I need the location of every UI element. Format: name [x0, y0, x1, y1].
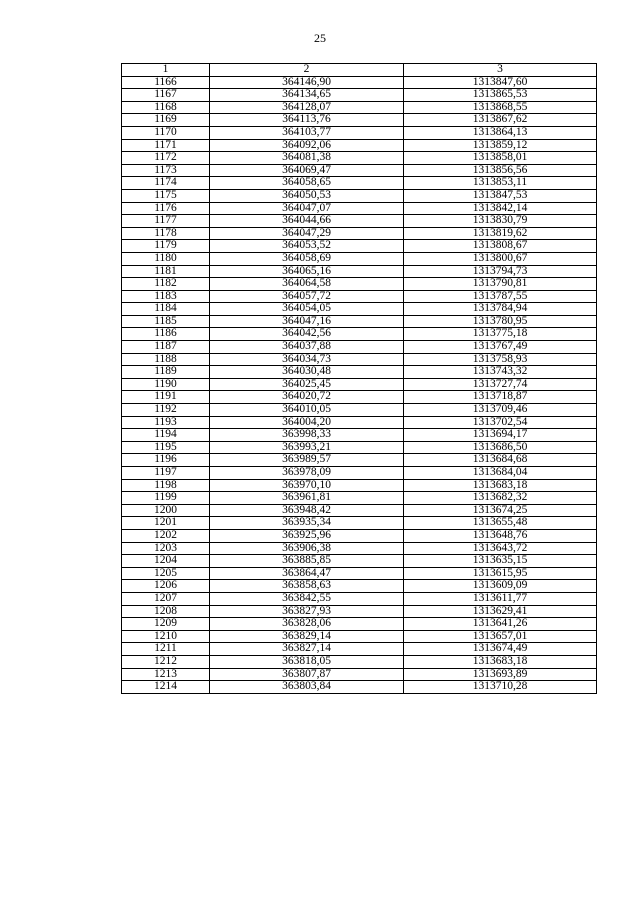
y-coordinate-cell: 1313710,28 — [404, 681, 597, 694]
table-row — [122, 655, 597, 668]
y-coordinate-cell: 1313743,32 — [404, 366, 597, 379]
y-coordinate-cell: 1313790,81 — [404, 278, 597, 291]
coordinates-table — [121, 63, 597, 694]
point-number-cell: 1179 — [122, 240, 210, 253]
y-coordinate-cell: 1313758,93 — [404, 353, 597, 366]
point-number-cell: 1195 — [122, 441, 210, 454]
point-number-cell: 1192 — [122, 404, 210, 417]
table-body — [122, 76, 597, 693]
y-coordinate-cell: 1313853,11 — [404, 177, 597, 190]
table-header — [122, 64, 597, 77]
x-coordinate-cell: 364058,65 — [210, 177, 404, 190]
y-coordinate-cell: 1313609,09 — [404, 580, 597, 593]
x-coordinate-cell: 364030,48 — [210, 366, 404, 379]
table-row — [122, 164, 597, 177]
x-coordinate-cell: 364020,72 — [210, 391, 404, 404]
table-row — [122, 177, 597, 190]
x-coordinate-cell: 363864,47 — [210, 567, 404, 580]
y-coordinate-cell: 1313694,17 — [404, 429, 597, 442]
point-number-cell: 1187 — [122, 341, 210, 354]
table-row — [122, 555, 597, 568]
x-coordinate-cell: 364064,58 — [210, 278, 404, 291]
table-row — [122, 353, 597, 366]
x-coordinate-cell: 363906,38 — [210, 542, 404, 555]
table-row — [122, 504, 597, 517]
x-coordinate-cell: 363827,14 — [210, 643, 404, 656]
point-number-cell: 1170 — [122, 126, 210, 139]
x-coordinate-cell: 363935,34 — [210, 517, 404, 530]
y-coordinate-cell: 1313718,87 — [404, 391, 597, 404]
point-number-cell: 1176 — [122, 202, 210, 215]
point-number-cell: 1178 — [122, 227, 210, 240]
point-number-cell: 1167 — [122, 89, 210, 102]
point-number-cell: 1174 — [122, 177, 210, 190]
y-coordinate-cell: 1313643,72 — [404, 542, 597, 555]
x-coordinate-cell: 364054,05 — [210, 303, 404, 316]
table-row — [122, 240, 597, 253]
table-row — [122, 391, 597, 404]
x-coordinate-cell: 363993,21 — [210, 441, 404, 454]
point-number-cell: 1190 — [122, 378, 210, 391]
table-row — [122, 303, 597, 316]
x-coordinate-cell: 364044,66 — [210, 215, 404, 228]
y-coordinate-cell: 1313842,14 — [404, 202, 597, 215]
column-header-1: 1 — [122, 64, 210, 77]
table-row — [122, 278, 597, 291]
point-number-cell: 1173 — [122, 164, 210, 177]
table-row — [122, 479, 597, 492]
point-number-cell: 1202 — [122, 529, 210, 542]
x-coordinate-cell: 364034,73 — [210, 353, 404, 366]
y-coordinate-cell: 1313856,56 — [404, 164, 597, 177]
table-row — [122, 202, 597, 215]
point-number-cell: 1183 — [122, 290, 210, 303]
y-coordinate-cell: 1313674,49 — [404, 643, 597, 656]
y-coordinate-cell: 1313674,25 — [404, 504, 597, 517]
x-coordinate-cell: 364047,16 — [210, 315, 404, 328]
point-number-cell: 1180 — [122, 252, 210, 265]
y-coordinate-cell: 1313800,67 — [404, 252, 597, 265]
y-coordinate-cell: 1313615,95 — [404, 567, 597, 580]
y-coordinate-cell: 1313794,73 — [404, 265, 597, 278]
table-row — [122, 492, 597, 505]
table-row — [122, 215, 597, 228]
table-row — [122, 580, 597, 593]
y-coordinate-cell: 1313864,13 — [404, 126, 597, 139]
y-coordinate-cell: 1313684,68 — [404, 454, 597, 467]
point-number-cell: 1198 — [122, 479, 210, 492]
y-coordinate-cell: 1313693,89 — [404, 668, 597, 681]
point-number-cell: 1211 — [122, 643, 210, 656]
point-number-cell: 1208 — [122, 605, 210, 618]
x-coordinate-cell: 364047,07 — [210, 202, 404, 215]
y-coordinate-cell: 1313830,79 — [404, 215, 597, 228]
table-row — [122, 76, 597, 89]
point-number-cell: 1189 — [122, 366, 210, 379]
y-coordinate-cell: 1313819,62 — [404, 227, 597, 240]
point-number-cell: 1177 — [122, 215, 210, 228]
point-number-cell: 1168 — [122, 101, 210, 114]
y-coordinate-cell: 1313683,18 — [404, 479, 597, 492]
y-coordinate-cell: 1313641,26 — [404, 618, 597, 631]
y-coordinate-cell: 1313859,12 — [404, 139, 597, 152]
x-coordinate-cell: 363948,42 — [210, 504, 404, 517]
table-row — [122, 89, 597, 102]
y-coordinate-cell: 1313847,60 — [404, 76, 597, 89]
table-row — [122, 618, 597, 631]
table-row — [122, 467, 597, 480]
x-coordinate-cell: 364092,06 — [210, 139, 404, 152]
point-number-cell: 1182 — [122, 278, 210, 291]
y-coordinate-cell: 1313648,76 — [404, 529, 597, 542]
table-row — [122, 567, 597, 580]
x-coordinate-cell: 363989,57 — [210, 454, 404, 467]
point-number-cell: 1214 — [122, 681, 210, 694]
table-row — [122, 681, 597, 694]
x-coordinate-cell: 364134,65 — [210, 89, 404, 102]
y-coordinate-cell: 1313847,53 — [404, 189, 597, 202]
point-number-cell: 1172 — [122, 152, 210, 165]
table-row — [122, 227, 597, 240]
table-row — [122, 126, 597, 139]
y-coordinate-cell: 1313767,49 — [404, 341, 597, 354]
table-row — [122, 454, 597, 467]
x-coordinate-cell: 363858,63 — [210, 580, 404, 593]
table-row — [122, 366, 597, 379]
table-row — [122, 441, 597, 454]
x-coordinate-cell: 364047,29 — [210, 227, 404, 240]
x-coordinate-cell: 364042,56 — [210, 328, 404, 341]
x-coordinate-cell: 363925,96 — [210, 529, 404, 542]
point-number-cell: 1188 — [122, 353, 210, 366]
y-coordinate-cell: 1313686,50 — [404, 441, 597, 454]
table-row — [122, 592, 597, 605]
column-header-3: 3 — [404, 64, 597, 77]
y-coordinate-cell: 1313683,18 — [404, 655, 597, 668]
y-coordinate-cell: 1313635,15 — [404, 555, 597, 568]
x-coordinate-cell: 364128,07 — [210, 101, 404, 114]
x-coordinate-cell: 363978,09 — [210, 467, 404, 480]
x-coordinate-cell: 364010,05 — [210, 404, 404, 417]
y-coordinate-cell: 1313682,32 — [404, 492, 597, 505]
x-coordinate-cell: 364146,90 — [210, 76, 404, 89]
x-coordinate-cell: 364004,20 — [210, 416, 404, 429]
y-coordinate-cell: 1313808,67 — [404, 240, 597, 253]
y-coordinate-cell: 1313727,74 — [404, 378, 597, 391]
y-coordinate-cell: 1313709,46 — [404, 404, 597, 417]
table-row — [122, 429, 597, 442]
y-coordinate-cell: 1313702,54 — [404, 416, 597, 429]
x-coordinate-cell: 364069,47 — [210, 164, 404, 177]
y-coordinate-cell: 1313611,77 — [404, 592, 597, 605]
x-coordinate-cell: 364057,72 — [210, 290, 404, 303]
table-row — [122, 139, 597, 152]
point-number-cell: 1205 — [122, 567, 210, 580]
y-coordinate-cell: 1313784,94 — [404, 303, 597, 316]
x-coordinate-cell: 364065,16 — [210, 265, 404, 278]
point-number-cell: 1210 — [122, 630, 210, 643]
x-coordinate-cell: 364058,69 — [210, 252, 404, 265]
table-row — [122, 265, 597, 278]
x-coordinate-cell: 363885,85 — [210, 555, 404, 568]
point-number-cell: 1169 — [122, 114, 210, 127]
x-coordinate-cell: 363829,14 — [210, 630, 404, 643]
x-coordinate-cell: 363818,05 — [210, 655, 404, 668]
table-row — [122, 101, 597, 114]
x-coordinate-cell: 363842,55 — [210, 592, 404, 605]
point-number-cell: 1197 — [122, 467, 210, 480]
table-row — [122, 341, 597, 354]
x-coordinate-cell: 364081,38 — [210, 152, 404, 165]
point-number-cell: 1166 — [122, 76, 210, 89]
y-coordinate-cell: 1313858,01 — [404, 152, 597, 165]
y-coordinate-cell: 1313868,55 — [404, 101, 597, 114]
x-coordinate-cell: 364037,88 — [210, 341, 404, 354]
point-number-cell: 1203 — [122, 542, 210, 555]
x-coordinate-cell: 364053,52 — [210, 240, 404, 253]
table-row — [122, 529, 597, 542]
point-number-cell: 1184 — [122, 303, 210, 316]
y-coordinate-cell: 1313657,01 — [404, 630, 597, 643]
table-row — [122, 668, 597, 681]
table-row — [122, 542, 597, 555]
table-row — [122, 290, 597, 303]
table-row — [122, 114, 597, 127]
x-coordinate-cell: 363803,84 — [210, 681, 404, 694]
table-row — [122, 152, 597, 165]
y-coordinate-cell: 1313780,95 — [404, 315, 597, 328]
point-number-cell: 1194 — [122, 429, 210, 442]
point-number-cell: 1201 — [122, 517, 210, 530]
y-coordinate-cell: 1313629,41 — [404, 605, 597, 618]
point-number-cell: 1191 — [122, 391, 210, 404]
header-row — [122, 64, 597, 77]
point-number-cell: 1213 — [122, 668, 210, 681]
point-number-cell: 1200 — [122, 504, 210, 517]
y-coordinate-cell: 1313655,48 — [404, 517, 597, 530]
table-row — [122, 630, 597, 643]
table-row — [122, 517, 597, 530]
table-row — [122, 404, 597, 417]
point-number-cell: 1181 — [122, 265, 210, 278]
point-number-cell: 1185 — [122, 315, 210, 328]
table-row — [122, 643, 597, 656]
x-coordinate-cell: 363970,10 — [210, 479, 404, 492]
y-coordinate-cell: 1313865,53 — [404, 89, 597, 102]
x-coordinate-cell: 364113,76 — [210, 114, 404, 127]
x-coordinate-cell: 363961,81 — [210, 492, 404, 505]
point-number-cell: 1199 — [122, 492, 210, 505]
point-number-cell: 1207 — [122, 592, 210, 605]
x-coordinate-cell: 364025,45 — [210, 378, 404, 391]
point-number-cell: 1212 — [122, 655, 210, 668]
page-number: 25 — [314, 31, 326, 45]
table-row — [122, 416, 597, 429]
table-row — [122, 378, 597, 391]
x-coordinate-cell: 363807,87 — [210, 668, 404, 681]
y-coordinate-cell: 1313867,62 — [404, 114, 597, 127]
x-coordinate-cell: 364103,77 — [210, 126, 404, 139]
table-row — [122, 328, 597, 341]
table-row — [122, 252, 597, 265]
point-number-cell: 1193 — [122, 416, 210, 429]
table-row — [122, 315, 597, 328]
y-coordinate-cell: 1313787,55 — [404, 290, 597, 303]
point-number-cell: 1204 — [122, 555, 210, 568]
table-row — [122, 189, 597, 202]
point-number-cell: 1196 — [122, 454, 210, 467]
point-number-cell: 1175 — [122, 189, 210, 202]
point-number-cell: 1186 — [122, 328, 210, 341]
point-number-cell: 1171 — [122, 139, 210, 152]
x-coordinate-cell: 364050,53 — [210, 189, 404, 202]
y-coordinate-cell: 1313684,04 — [404, 467, 597, 480]
point-number-cell: 1209 — [122, 618, 210, 631]
column-header-2: 2 — [210, 64, 404, 77]
x-coordinate-cell: 363827,93 — [210, 605, 404, 618]
y-coordinate-cell: 1313775,18 — [404, 328, 597, 341]
x-coordinate-cell: 363998,33 — [210, 429, 404, 442]
x-coordinate-cell: 363828,06 — [210, 618, 404, 631]
table-row — [122, 605, 597, 618]
point-number-cell: 1206 — [122, 580, 210, 593]
